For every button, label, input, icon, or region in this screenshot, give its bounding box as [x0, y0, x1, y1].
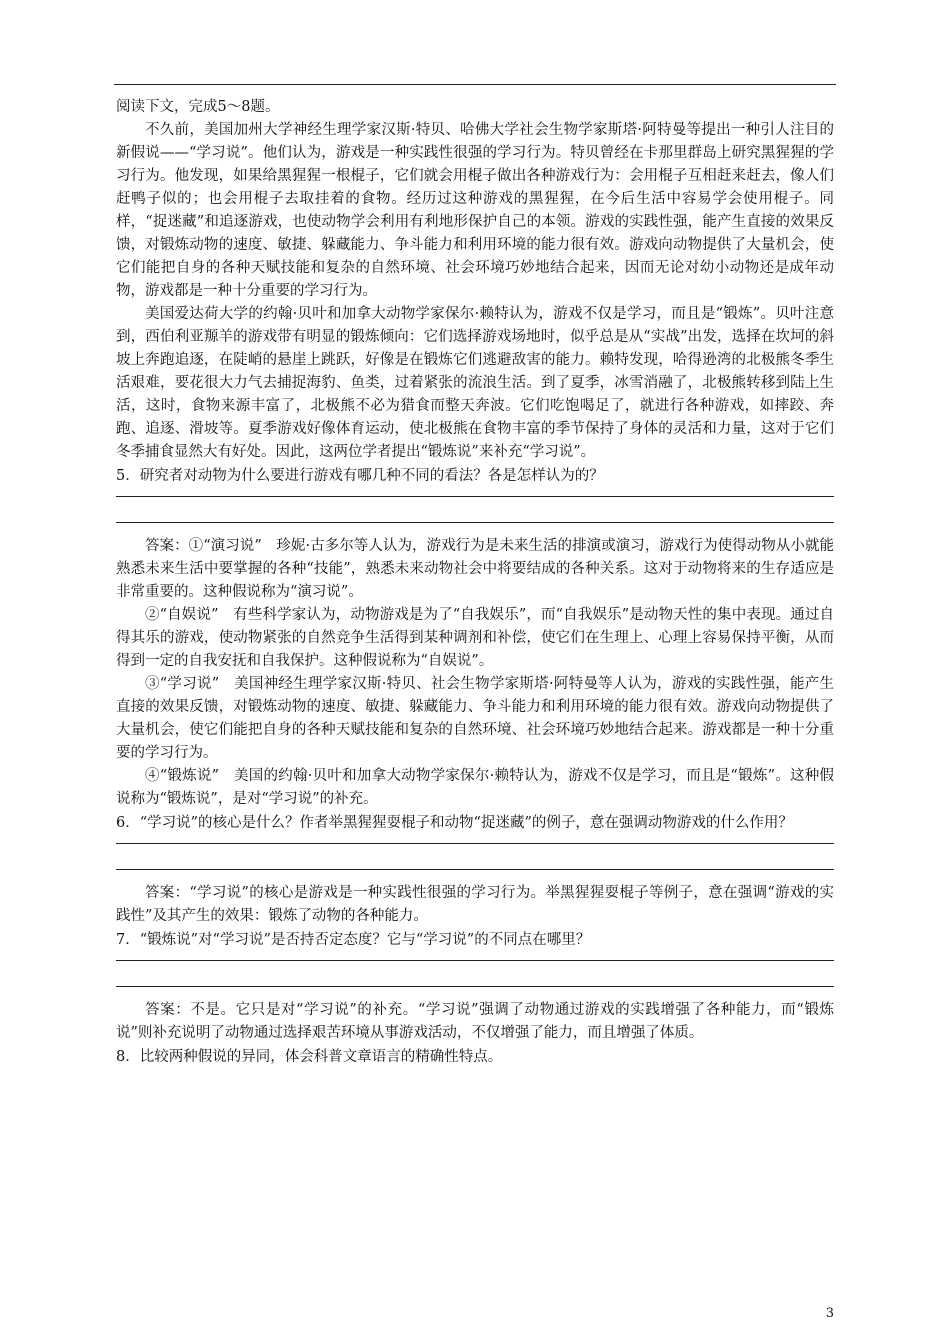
answer-line: [116, 986, 834, 987]
document-body: [116, 96, 834, 1069]
answer-line: [116, 960, 834, 961]
header-rule: [114, 84, 836, 85]
page-number: 3: [825, 1306, 834, 1321]
answer-6: 答案：“学习说”的核心是游戏是一种实践性很强的学习行为。举黑猩猩耍棍子等例子，意在强调“游戏的实践性”及其产生的效果：锻炼了动物的各种能力。: [116, 885, 834, 924]
passage-paragraph-1: 不久前，美国加州大学神经生理学家汉斯·特贝、哈佛大学社会生物学家斯塔·阿特曼等提出一种引人注目的新假说——“学习说”。他们认为，游戏是一种实践性很强的学习行为。特贝曾经在卡那里群岛上研究黑猩猩的学习行为。他发现，如果给黑猩猩一根棍子，它们就会用棍子做出各种游戏行为：会用棍子互相赶来赶去，像人们赶鸭子似的；也会用棍子去取挂着的食物。经历过这种游戏的黑猩猩，在今后生活中容易学会使用棍子。同样，“捉迷藏”和追逐游戏，也使动物学会利用有利地形保护自己的本领。游戏的实践性强，能产生直接的效果反馈，对锻炼动物的速度、敏捷、躲藏能力、争斗能力和利用环境的能力很有效。游戏向动物提供了大量机会，使它们能把自身的各种天赋技能和复杂的自然环境、社会环境巧妙地结合起来，因而无论对幼小动物还是成年动物，游戏都是一种十分重要的学习行为。: [116, 122, 834, 299]
answer-line: [116, 496, 834, 497]
answer-5-item-2: ②“自娱说” 有些科学家认为，动物游戏是为了“自我娱乐”，而“自我娱乐”是动物天性的集中表现。通过自得其乐的游戏，使动物紧张的自然竞争生活得到某种调剂和补偿，使它们在生理上、心理上容易保持平衡，从而得到一定的自我安抚和自我保护。这种假说称为“自娱说”。: [116, 607, 834, 669]
answer-line: [116, 522, 834, 523]
answer-5-item-4: ④“锻炼说” 美国的约翰·贝叶和加拿大动物学家保尔·赖特认为，游戏不仅是学习，而且是“锻炼”。这种假说称为“锻炼说”，是对“学习说”的补充。: [116, 768, 834, 807]
answer-line: [116, 843, 834, 844]
question-7: 7．“锻炼说”对“学习说”是否持否定态度？它与“学习说”的不同点在哪里？: [116, 932, 591, 948]
answer-lines-7: [116, 960, 834, 987]
question-6: 6．“学习说”的核心是什么？作者举黑猩猩耍棍子和动物“捉迷藏”的例子，意在强调动物游戏的什么作用？: [116, 815, 793, 831]
reading-instruction: 阅读下文，完成5～8题。: [116, 99, 280, 115]
passage-paragraph-2: 美国爱达荷大学的约翰·贝叶和加拿大动物学家保尔·赖特认为，游戏不仅是学习，而且是“锻炼”。贝叶注意到，西伯利亚羱羊的游戏带有明显的锻炼倾向：它们选择游戏场地时，似乎总是从“实战”出发，选择在坎坷的斜坡上奔跑追逐，在陡峭的悬崖上跳跃，好像是在锻炼它们逃避敌害的能力。赖特发现，哈得逊湾的北极熊冬季生活艰难，要花很大力气去捕捉海豹、鱼类，过着紧张的流浪生活。到了夏季，冰雪消融了，北极熊转移到陆上生活，这时，食物来源丰富了，北极熊不必为猎食而整天奔波。它们吃饱喝足了，就进行各种游戏，如摔跤、奔跑、追逐、滑坡等。夏季游戏好像体育运动，使北极熊在食物丰富的季节保持了身体的灵活和力量，这对于它们冬季捕食显然大有好处。因此，这两位学者提出“锻炼说”来补充“学习说”。: [116, 306, 834, 460]
question-5: 5．研究者对动物为什么要进行游戏有哪几种不同的看法？各是怎样认为的？: [116, 468, 604, 484]
answer-lines-6: [116, 843, 834, 870]
answer-5-item-3: ③“学习说” 美国神经生理学家汉斯·特贝、社会生物学家斯塔·阿特曼等人认为，游戏的实践性强，能产生直接的效果反馈，对锻炼动物的速度、敏捷、躲藏能力、争斗能力和利用环境的能力很有效。游戏向动物提供了大量机会，使它们能把自身的各种天赋技能和复杂的自然环境、社会环境巧妙地结合起来。游戏都是一种十分重要的学习行为。: [116, 676, 834, 761]
question-8: 8．比较两种假说的异同，体会科普文章语言的精确性特点。: [116, 1049, 503, 1065]
answer-7: 答案：不是。它只是对“学习说”的补充。“学习说”强调了动物通过游戏的实践增强了各种能力，而“锻炼说”则补充说明了动物通过选择艰苦环境从事游戏活动，不仅增强了能力，而且增强了体质。: [116, 1002, 834, 1041]
answer-line: [116, 869, 834, 870]
answer-5-item-1: 答案：①“演习说” 珍妮·古多尔等人认为，游戏行为是未来生活的排演或演习，游戏行为使得动物从小就能熟悉未来生活中要掌握的各种“技能”，熟悉未来动物社会中将要结成的各种关系。这对于动物将来的生存适应是非常重要的。这种假说称为“演习说”。: [116, 538, 834, 600]
answer-lines-5: [116, 496, 834, 523]
